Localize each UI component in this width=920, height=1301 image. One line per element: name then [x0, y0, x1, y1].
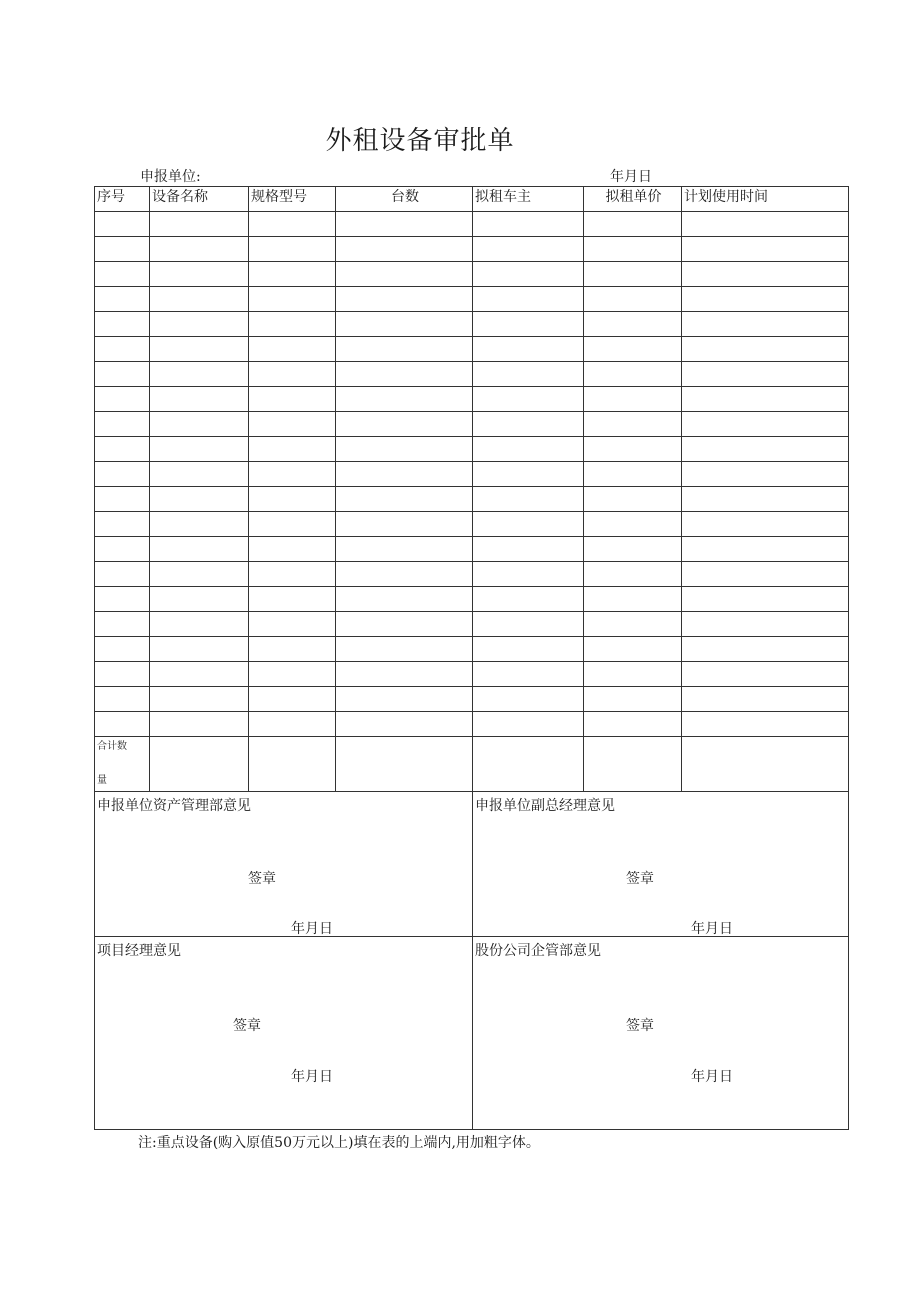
- table-row: [95, 512, 849, 537]
- table-cell[interactable]: [682, 437, 849, 462]
- table-cell[interactable]: [150, 537, 249, 562]
- approval-label: 申报单位资产管理部意见: [97, 798, 251, 814]
- approval-label: 项目经理意见: [97, 943, 181, 959]
- table-cell[interactable]: [336, 362, 473, 387]
- total-label-line2: 量: [97, 775, 107, 786]
- table-row: [95, 487, 849, 512]
- table-cell[interactable]: [249, 412, 336, 437]
- table-cell[interactable]: [95, 237, 150, 262]
- table-cell[interactable]: [150, 212, 249, 237]
- table-cell[interactable]: [249, 287, 336, 312]
- table-cell[interactable]: [336, 462, 473, 487]
- table-cell[interactable]: [95, 412, 150, 437]
- total-row: [95, 737, 849, 792]
- stamp-label: 签章: [626, 871, 654, 887]
- table-cell[interactable]: [473, 612, 584, 637]
- table-cell[interactable]: [249, 712, 336, 737]
- header-unit-price: 拟租单价: [584, 187, 682, 212]
- table-cell[interactable]: [473, 262, 584, 287]
- table-cell[interactable]: [584, 262, 682, 287]
- table-cell[interactable]: [584, 462, 682, 487]
- stamp-label: 签章: [626, 1018, 654, 1034]
- table-cell[interactable]: [150, 437, 249, 462]
- total-cell[interactable]: [336, 737, 473, 792]
- total-cell[interactable]: [584, 737, 682, 792]
- table-cell[interactable]: [150, 637, 249, 662]
- approval-box-management-dept[interactable]: [473, 937, 849, 1130]
- table-cell[interactable]: [249, 562, 336, 587]
- table-cell[interactable]: [336, 562, 473, 587]
- table-cell[interactable]: [95, 287, 150, 312]
- table-cell[interactable]: [336, 712, 473, 737]
- table-cell[interactable]: [249, 537, 336, 562]
- table-cell[interactable]: [150, 312, 249, 337]
- header-equipment-name: 设备名称: [150, 187, 249, 212]
- total-cell[interactable]: [249, 737, 336, 792]
- table-cell[interactable]: [336, 412, 473, 437]
- table-cell[interactable]: [95, 612, 150, 637]
- table-cell[interactable]: [150, 387, 249, 412]
- table-cell[interactable]: [336, 237, 473, 262]
- approval-date-label: 年月日: [291, 1069, 333, 1085]
- table-cell[interactable]: [473, 287, 584, 312]
- reporting-unit-label: 申报单位:: [140, 169, 201, 185]
- table-cell[interactable]: [473, 487, 584, 512]
- table-cell[interactable]: [584, 362, 682, 387]
- table-row: [95, 462, 849, 487]
- table-row: [95, 612, 849, 637]
- table-cell[interactable]: [150, 412, 249, 437]
- table-cell[interactable]: [336, 312, 473, 337]
- table-cell[interactable]: [584, 487, 682, 512]
- table-row: [95, 312, 849, 337]
- form-title: 外租设备审批单: [325, 126, 515, 156]
- table-cell[interactable]: [249, 512, 336, 537]
- header-model: 规格型号: [249, 187, 336, 212]
- table-cell[interactable]: [473, 562, 584, 587]
- table-cell[interactable]: [95, 212, 150, 237]
- table-cell[interactable]: [95, 712, 150, 737]
- table-cell[interactable]: [95, 437, 150, 462]
- table-cell[interactable]: [584, 287, 682, 312]
- table-cell[interactable]: [473, 387, 584, 412]
- table-row: [95, 337, 849, 362]
- table-cell[interactable]: [95, 387, 150, 412]
- table-cell[interactable]: [584, 712, 682, 737]
- table-cell[interactable]: [249, 462, 336, 487]
- table-cell[interactable]: [150, 712, 249, 737]
- table-cell[interactable]: [584, 337, 682, 362]
- approval-box-deputy-gm[interactable]: [473, 792, 849, 937]
- table-cell[interactable]: [150, 287, 249, 312]
- table-cell[interactable]: [336, 612, 473, 637]
- table-cell[interactable]: [473, 312, 584, 337]
- table-cell[interactable]: [150, 337, 249, 362]
- table-cell[interactable]: [682, 662, 849, 687]
- table-cell[interactable]: [682, 337, 849, 362]
- table-cell[interactable]: [150, 462, 249, 487]
- table-cell[interactable]: [473, 337, 584, 362]
- table-row: [95, 212, 849, 237]
- table-cell[interactable]: [95, 487, 150, 512]
- approval-label: 股份公司企管部意见: [475, 943, 601, 959]
- table-cell[interactable]: [249, 687, 336, 712]
- table-cell[interactable]: [682, 412, 849, 437]
- header-lessor: 拟租车主: [473, 187, 584, 212]
- table-cell[interactable]: [95, 362, 150, 387]
- table-cell[interactable]: [473, 662, 584, 687]
- table-row: [95, 562, 849, 587]
- table-cell[interactable]: [473, 412, 584, 437]
- header-usage-time: 计划使用时间: [682, 187, 849, 212]
- table-cell[interactable]: [682, 487, 849, 512]
- table-cell[interactable]: [473, 537, 584, 562]
- table-cell[interactable]: [584, 637, 682, 662]
- table-cell[interactable]: [584, 387, 682, 412]
- table-cell[interactable]: [682, 512, 849, 537]
- table-cell[interactable]: [249, 337, 336, 362]
- table-cell[interactable]: [473, 362, 584, 387]
- table-row: [95, 412, 849, 437]
- table-cell[interactable]: [473, 212, 584, 237]
- table-cell[interactable]: [95, 662, 150, 687]
- table-cell[interactable]: [150, 662, 249, 687]
- table-cell[interactable]: [473, 462, 584, 487]
- table-cell[interactable]: [682, 587, 849, 612]
- table-cell[interactable]: [249, 587, 336, 612]
- table-cell[interactable]: [682, 687, 849, 712]
- table-row: [95, 287, 849, 312]
- table-cell[interactable]: [682, 387, 849, 412]
- table-cell[interactable]: [473, 237, 584, 262]
- table-cell[interactable]: [336, 387, 473, 412]
- table-row: [95, 712, 849, 737]
- approval-date-label: 年月日: [691, 921, 733, 937]
- table-header-row: [95, 187, 849, 212]
- table-cell[interactable]: [95, 637, 150, 662]
- table-cell[interactable]: [682, 362, 849, 387]
- table-cell[interactable]: [682, 212, 849, 237]
- table-cell[interactable]: [150, 487, 249, 512]
- table-cell[interactable]: [249, 237, 336, 262]
- table-cell[interactable]: [150, 237, 249, 262]
- table-cell[interactable]: [584, 212, 682, 237]
- table-cell[interactable]: [682, 637, 849, 662]
- table-row: [95, 662, 849, 687]
- total-label-line1: 合计数: [97, 741, 127, 752]
- table-cell[interactable]: [473, 437, 584, 462]
- table-row: [95, 587, 849, 612]
- table-cell[interactable]: [473, 712, 584, 737]
- table-cell[interactable]: [150, 262, 249, 287]
- table-cell[interactable]: [584, 612, 682, 637]
- table-row: [95, 362, 849, 387]
- table-cell[interactable]: [95, 562, 150, 587]
- table-cell[interactable]: [682, 262, 849, 287]
- table-cell[interactable]: [150, 562, 249, 587]
- table-cell[interactable]: [249, 612, 336, 637]
- table-cell[interactable]: [584, 237, 682, 262]
- table-cell[interactable]: [95, 512, 150, 537]
- table-cell[interactable]: [682, 462, 849, 487]
- table-row: [95, 537, 849, 562]
- total-cell[interactable]: [682, 737, 849, 792]
- table-cell[interactable]: [584, 587, 682, 612]
- table-row: [95, 637, 849, 662]
- table-cell[interactable]: [336, 212, 473, 237]
- table-cell[interactable]: [473, 687, 584, 712]
- stamp-label: 签章: [233, 1018, 261, 1034]
- table-cell[interactable]: [95, 587, 150, 612]
- table-row: [95, 437, 849, 462]
- table-cell[interactable]: [150, 687, 249, 712]
- table-cell[interactable]: [249, 637, 336, 662]
- approval-table: [94, 791, 849, 1130]
- form-date-label: 年月日: [610, 169, 652, 185]
- table-cell[interactable]: [584, 537, 682, 562]
- table-cell[interactable]: [336, 337, 473, 362]
- table-cell[interactable]: [336, 687, 473, 712]
- table-cell[interactable]: [682, 287, 849, 312]
- table-cell[interactable]: [336, 587, 473, 612]
- total-label: [95, 737, 150, 792]
- table-cell[interactable]: [249, 437, 336, 462]
- table-cell[interactable]: [249, 662, 336, 687]
- table-cell[interactable]: [150, 512, 249, 537]
- table-cell[interactable]: [584, 562, 682, 587]
- total-cell[interactable]: [150, 737, 249, 792]
- approval-box-project-manager[interactable]: [95, 937, 473, 1130]
- table-cell[interactable]: [473, 637, 584, 662]
- table-cell[interactable]: [95, 312, 150, 337]
- table-cell[interactable]: [682, 562, 849, 587]
- total-cell[interactable]: [473, 737, 584, 792]
- table-cell[interactable]: [682, 237, 849, 262]
- approval-box-asset-dept[interactable]: [95, 792, 473, 937]
- approval-label: 申报单位副总经理意见: [475, 798, 615, 814]
- table-cell[interactable]: [584, 512, 682, 537]
- table-cell[interactable]: [249, 362, 336, 387]
- table-row: [95, 387, 849, 412]
- table-cell[interactable]: [682, 612, 849, 637]
- table-cell[interactable]: [336, 512, 473, 537]
- table-cell[interactable]: [336, 537, 473, 562]
- table-cell[interactable]: [682, 712, 849, 737]
- approval-date-label: 年月日: [291, 921, 333, 937]
- table-cell[interactable]: [336, 437, 473, 462]
- table-cell[interactable]: [249, 487, 336, 512]
- table-row: [95, 237, 849, 262]
- table-cell[interactable]: [95, 262, 150, 287]
- table-cell[interactable]: [150, 362, 249, 387]
- table-cell[interactable]: [682, 537, 849, 562]
- table-cell[interactable]: [249, 262, 336, 287]
- approval-date-label: 年月日: [691, 1069, 733, 1085]
- equipment-table: [94, 186, 849, 792]
- table-cell[interactable]: [336, 637, 473, 662]
- table-cell[interactable]: [682, 312, 849, 337]
- header-index: 序号: [95, 187, 150, 212]
- table-cell[interactable]: [584, 312, 682, 337]
- table-cell[interactable]: [584, 687, 682, 712]
- table-cell[interactable]: [336, 662, 473, 687]
- table-cell[interactable]: [249, 387, 336, 412]
- table-row: [95, 687, 849, 712]
- header-quantity: 台数: [336, 187, 473, 212]
- table-cell[interactable]: [95, 337, 150, 362]
- stamp-label: 签章: [248, 871, 276, 887]
- table-cell[interactable]: [473, 587, 584, 612]
- table-cell[interactable]: [336, 287, 473, 312]
- table-cell[interactable]: [336, 262, 473, 287]
- table-cell[interactable]: [249, 312, 336, 337]
- table-cell[interactable]: [249, 212, 336, 237]
- table-cell[interactable]: [473, 512, 584, 537]
- table-cell[interactable]: [95, 687, 150, 712]
- table-cell[interactable]: [95, 537, 150, 562]
- table-cell[interactable]: [150, 612, 249, 637]
- table-cell[interactable]: [150, 587, 249, 612]
- table-cell[interactable]: [584, 412, 682, 437]
- table-cell[interactable]: [95, 462, 150, 487]
- footnote: 注:重点设备(购入原值50万元以上)填在表的上端内,用加粗字体。: [138, 1135, 540, 1151]
- table-cell[interactable]: [584, 437, 682, 462]
- table-row: [95, 262, 849, 287]
- table-cell[interactable]: [336, 487, 473, 512]
- table-cell[interactable]: [584, 662, 682, 687]
